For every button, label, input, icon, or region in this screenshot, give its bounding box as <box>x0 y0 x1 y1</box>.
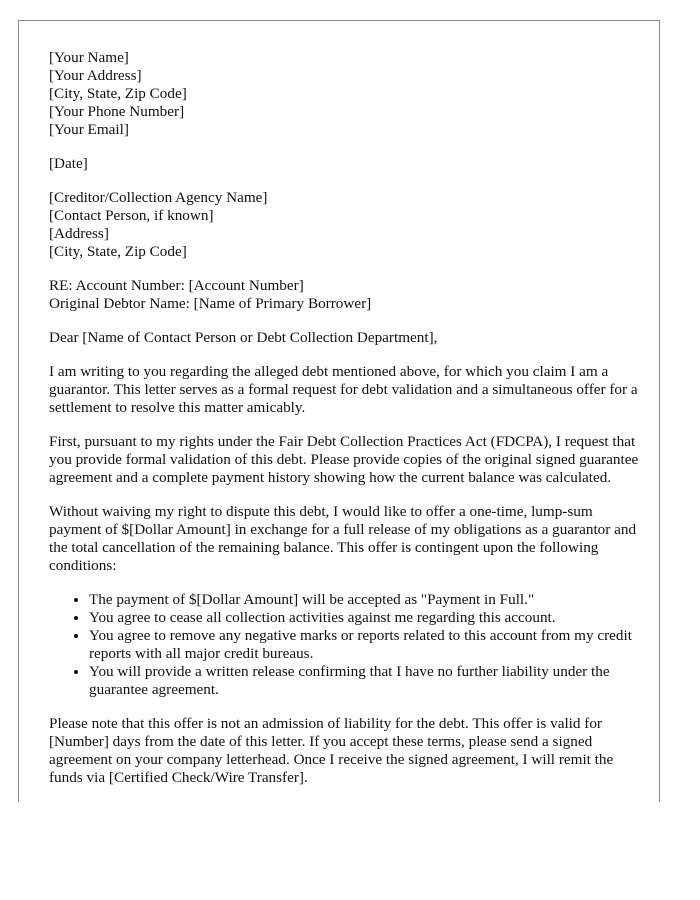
sender-block <box>49 49 643 139</box>
letter-page <box>18 20 660 802</box>
paragraph-offer-terms: Please note that this offer is not an admission of liability for the debt. This offer is valid for [Number] days from the date of this letter. If you accept these terms, please send a signed agreement on your company letterhead. Once I receive the signed agreement, I will remit the funds via [Certified Check/Wire Transfer]. <box>49 715 614 786</box>
list-item: • You will provide a written release confirming that I have no further liability under the guarantee agreement. <box>89 663 643 699</box>
conditions-list <box>49 591 643 699</box>
date-block <box>49 155 643 173</box>
list-item: • You agree to cease all collection activities against me regarding this account. <box>89 609 643 627</box>
list-item: • The payment of $[Dollar Amount] will be accepted as "Payment in Full." <box>89 591 643 609</box>
letter-body <box>49 49 643 802</box>
paragraph-settlement-offer: Without waiving my right to dispute this debt, I would like to offer a one-time, lump-sum payment of $[Dollar Amount] in exchange for a full release of my obligations as a guarantor and the total cancellation of the remaining balance. This offer is contingent upon the following conditions: <box>49 503 637 574</box>
recipient-name: [Creditor/Collection Agency Name] <box>49 189 268 206</box>
salutation: Dear [Name of Contact Person or Debt Collection Department], <box>49 329 438 346</box>
sender-name: [Your Name] <box>49 49 129 66</box>
re-account-number: RE: Account Number: [Account Number] <box>49 277 304 294</box>
re-original-debtor: Original Debtor Name: [Name of Primary Borrower] <box>49 295 372 312</box>
recipient-city-state-zip: [City, State, Zip Code] <box>49 243 187 260</box>
sender-city-state-zip: [City, State, Zip Code] <box>49 85 187 102</box>
list-item: • You agree to remove any negative marks or reports related to this account from my credit reports with all major credit bureaus. <box>89 627 643 663</box>
sender-phone: [Your Phone Number] <box>49 103 185 120</box>
sender-address: [Your Address] <box>49 67 142 84</box>
recipient-address: [Address] <box>49 225 109 242</box>
sender-email: [Your Email] <box>49 121 129 138</box>
recipient-block <box>49 189 643 261</box>
recipient-contact: [Contact Person, if known] <box>49 207 214 224</box>
letter-date: [Date] <box>49 155 88 172</box>
re-block <box>49 277 643 313</box>
paragraph-intro: I am writing to you regarding the alleged debt mentioned above, for which you claim I am a guarantor. This letter serves as a formal request for debt validation and a simultaneous offer for a settlement to resolve this matter amicably. <box>49 363 638 416</box>
paragraph-validation-request: First, pursuant to my rights under the Fair Debt Collection Practices Act (FDCPA), I request that you provide formal validation of this debt. Please provide copies of the original signed guarantee agreement and a complete payment history showing how the current balance was calculated. <box>49 433 639 486</box>
